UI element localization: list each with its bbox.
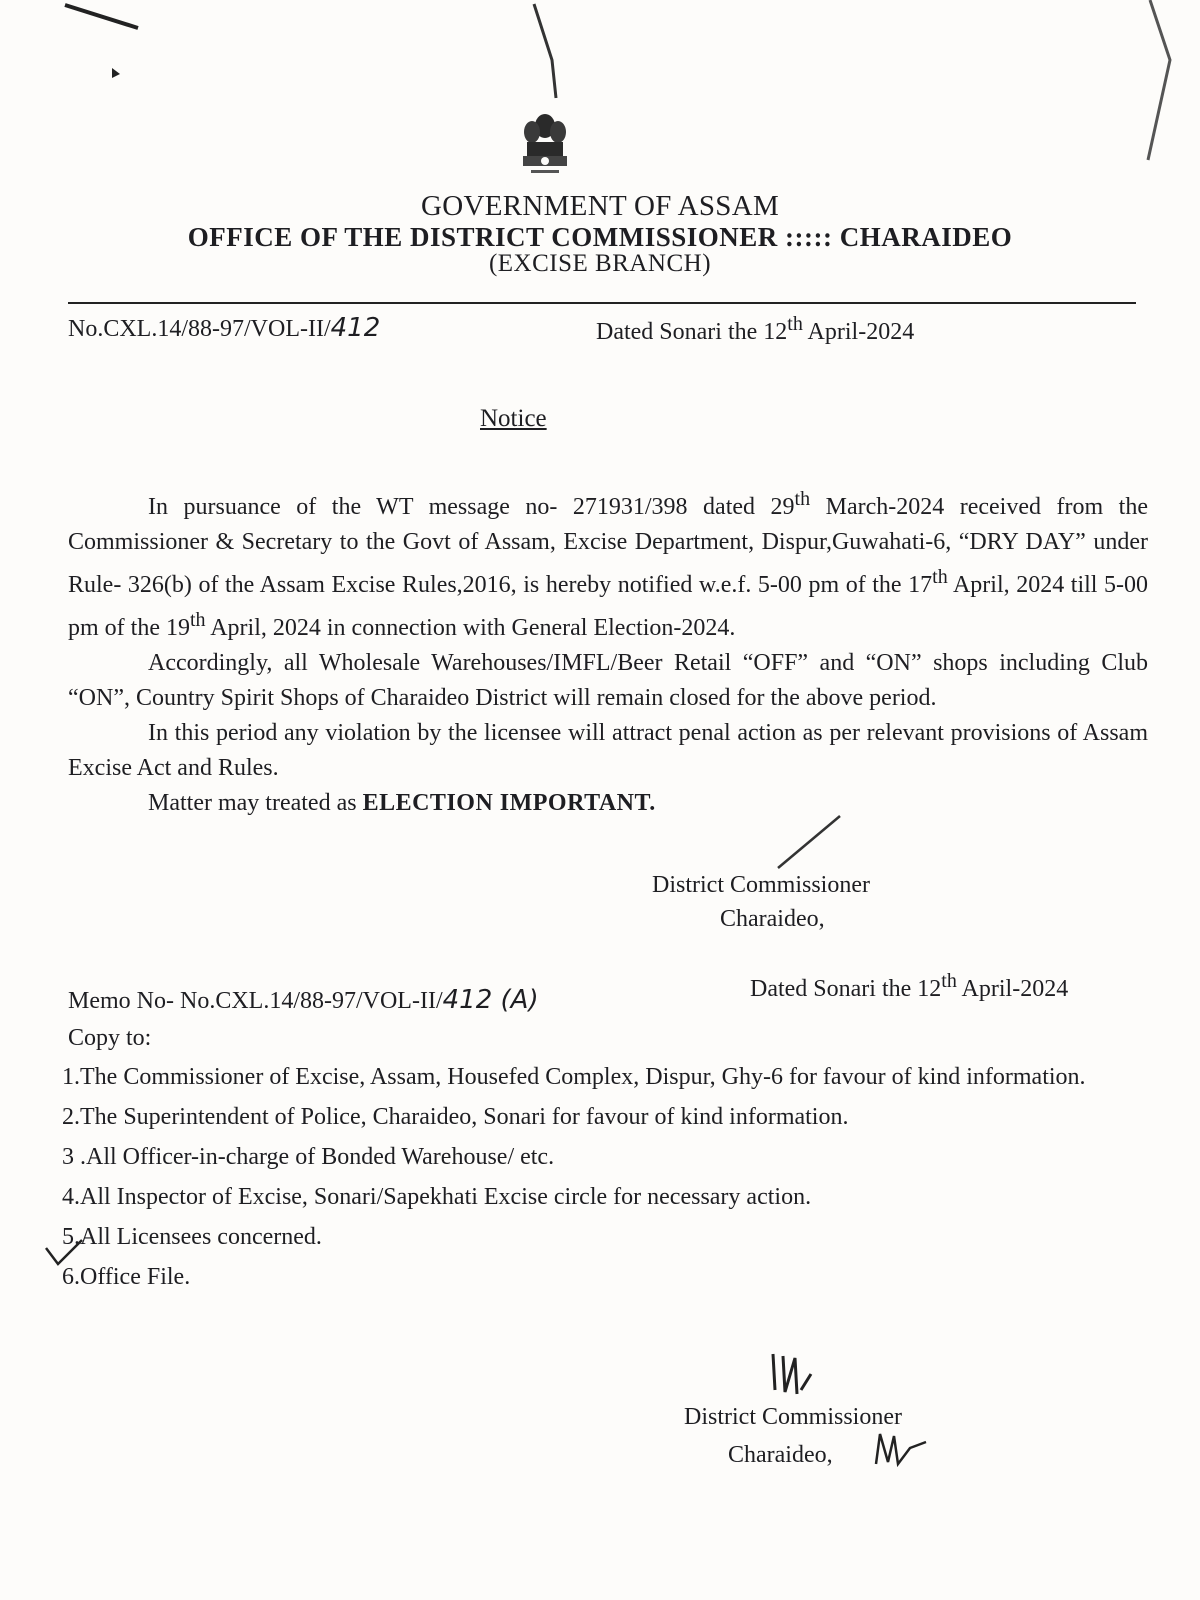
notice-paragraph-2: Accordingly, all Wholesale Warehouses/IMFL/Beer Retail “OFF” and “ON” shops including Club “ON”, Country Spirit Shops of Charaideo District will remain closed for the above period. [68, 650, 1148, 711]
p1-part-b: March-2024 received from the Commissioner & Secretary to the Govt of Assam, Excise Department, Dispur,Guwahati-6, “DRY DAY” under Rule- 326(b) of the Assam Excise Rules,2016, is hereby notified w.e.f. 5-00 pm of the 17 [68, 494, 1148, 598]
header-divider [68, 302, 1136, 304]
header-office: OFFICE OF THE DISTRICT COMMISSIONER ::::: CHARAIDEO [187, 222, 1013, 252]
notice-paragraph-3: In this period any violation by the licensee will attract penal action as per relevant provisions of Assam Excise Act and Rules. [68, 720, 1148, 781]
list-item: 3 .All Officer-in-charge of Bonded Warehouse/ etc. [62, 1144, 555, 1170]
p4-emphasis: ELECTION IMPORTANT. [362, 790, 656, 816]
list-item: 6.Office File. [62, 1264, 191, 1290]
p1-part-a: In pursuance of the WT message no- 271931/398 dated 29 [148, 494, 795, 520]
notice-paragraph-4 [68, 786, 1148, 821]
list-item: 5.All Licensees concerned. [62, 1224, 322, 1250]
state-emblem-icon [515, 108, 575, 188]
memo-date [750, 970, 1068, 1003]
copy-to-label: Copy to: [68, 1025, 152, 1051]
reference-number-text: No.CXL.14/88-97/VOL-II/ [68, 316, 331, 342]
pen-mark-icon [530, 0, 570, 100]
notice-paragraph-1 [68, 482, 1148, 646]
reference-number-handwritten: 412 [330, 313, 381, 343]
notice-title: Notice [480, 405, 547, 432]
p1-sup-3: th [189, 609, 206, 631]
memo-date-sup: th [941, 970, 957, 992]
list-item: 4.All Inspector of Excise, Sonari/Sapekhati Excise circle for necessary action. [62, 1184, 812, 1210]
p1-sup-2: th [932, 566, 948, 588]
notice-body [68, 482, 1148, 821]
reference-date-suffix: April-2024 [802, 319, 915, 345]
memo-date-suffix: April-2024 [956, 976, 1069, 1002]
signatory-place: Charaideo, [728, 1442, 833, 1468]
check-mark-icon [44, 1238, 84, 1268]
reference-date [596, 313, 914, 346]
handwritten-initials-icon [765, 1350, 815, 1400]
memo-number-handwritten: 412 (A) [442, 985, 539, 1015]
signature-block-1 [652, 868, 870, 936]
signature-stroke-icon [770, 812, 850, 872]
copy-list [62, 1060, 1152, 1300]
signatory-place: Charaideo, [720, 906, 825, 932]
handwritten-signature-icon [870, 1428, 930, 1470]
header-government: GOVERNMENT OF ASSAM [420, 190, 780, 222]
list-item: 1.The Commissioner of Excise, Assam, Housefed Complex, Dispur, Ghy-6 for favour of kind information. [62, 1064, 1086, 1090]
p1-part-c: April, 2024 till 5-00 pm of the 19 [68, 572, 1149, 641]
pen-mark-icon [60, 0, 160, 100]
reference-date-sup: th [787, 313, 803, 335]
memo-number [68, 985, 539, 1015]
p1-sup-1: th [794, 488, 811, 510]
header-branch: (EXCISE BRANCH) [488, 250, 712, 277]
signatory-title: District Commissioner [684, 1404, 902, 1430]
signatory-title: District Commissioner [652, 872, 870, 898]
page-edge-mark-icon [1140, 0, 1190, 170]
p4-part-a: Matter may treated as [148, 790, 363, 816]
reference-number [68, 313, 380, 343]
p1-part-d: April, 2024 in connection with General Election-2024. [205, 615, 736, 641]
list-item: 2.The Superintendent of Police, Charaideo, Sonari for favour of kind information. [62, 1104, 849, 1130]
reference-date-prefix: Dated Sonari the 12 [596, 319, 788, 345]
memo-number-text: Memo No- No.CXL.14/88-97/VOL-II/ [68, 988, 443, 1014]
memo-date-prefix: Dated Sonari the 12 [750, 976, 942, 1002]
